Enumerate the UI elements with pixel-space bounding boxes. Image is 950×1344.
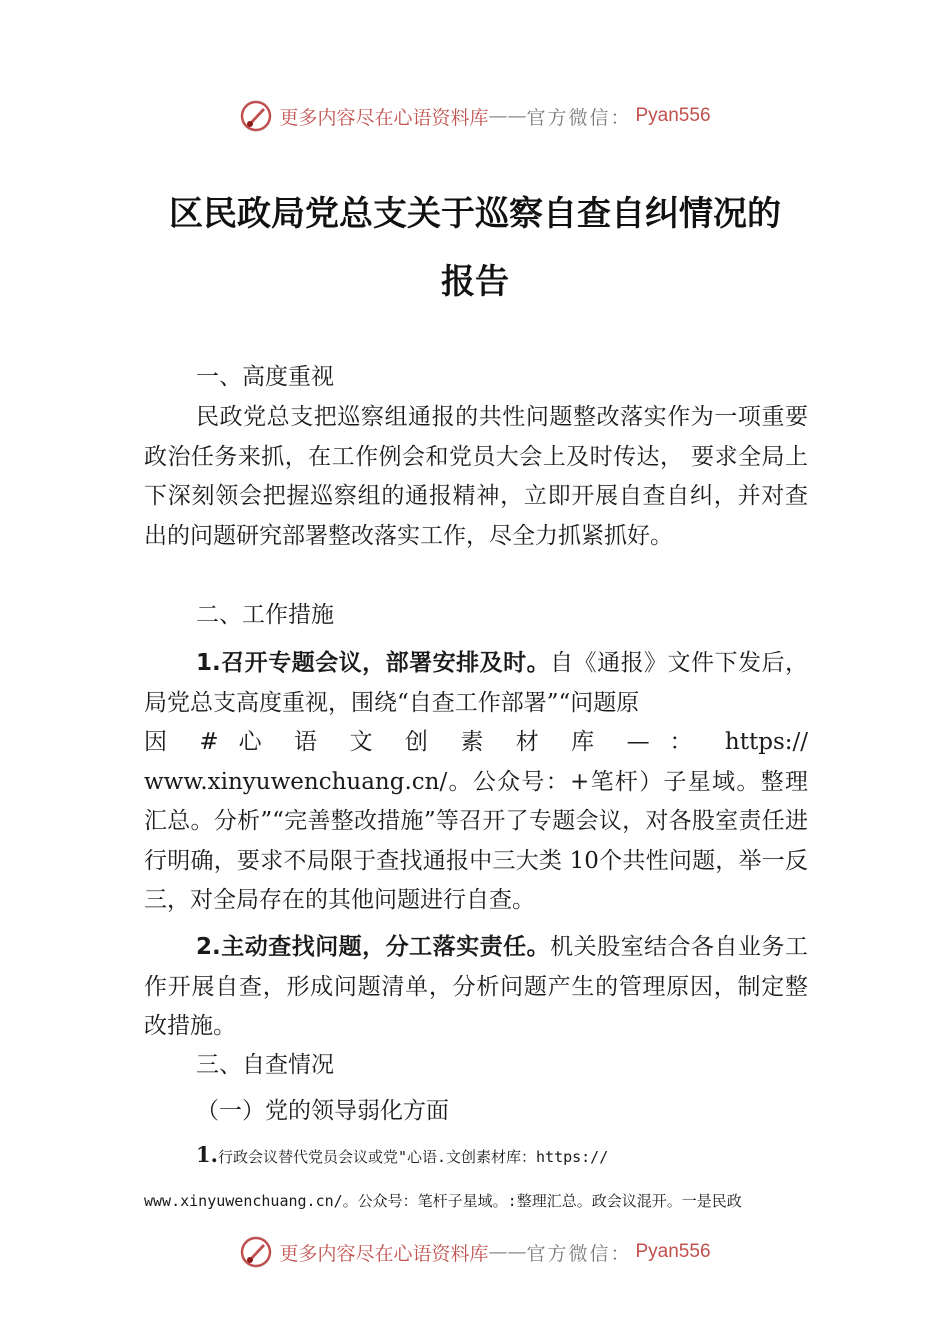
item2-body — [144, 928, 808, 1047]
banner-separator: —— — [488, 105, 527, 127]
banner-wechat-id: Pyan556 — [635, 1241, 711, 1262]
banner-separator: —— — [488, 1241, 527, 1263]
subsection1-heading: （一）党的领导弱化方面 — [196, 1098, 449, 1124]
note1-line1 — [196, 1142, 808, 1167]
document-title-line2: 报告 — [441, 262, 509, 302]
item1-first-lines — [144, 644, 808, 723]
brush-seal-icon — [239, 99, 273, 133]
footer-watermark-banner — [0, 1232, 950, 1272]
item1-text-b: 因 # 心 语 文 创 素 材 库 — ： https:// — [144, 729, 808, 755]
section2-heading: 二、工作措施 — [196, 602, 334, 628]
banner-text: 更多内容尽在心语资料库 — [279, 106, 489, 129]
section1-heading: 一、高度重视 — [196, 364, 334, 390]
banner-text: 更多内容尽在心语资料库 — [279, 1242, 489, 1265]
banner-wechat-id: Pyan556 — [635, 105, 711, 126]
document-title-line1: 区民政局党总支关于巡察自查自纠情况的 — [169, 194, 781, 234]
header-watermark-banner — [0, 96, 950, 136]
section1-body: 民政党总支把巡察组通报的共性问题整改落实作为一项重要政治任务来抓，在工作例会和党员大会上及时传达， 要求全局上下深刻领会把握巡察组的通报精神，立即开展自查自纠，并对查出的问题研究部署整改落实工作，尽全力抓紧抓好。 — [144, 404, 808, 549]
note1-text-b: www.xinyuwenchuang.cn/。公众号：笔杆子星域。:整理汇总。政会议混开。一是民政 — [144, 1192, 742, 1210]
item2-text: 机关股室结合各自业务工作开展自查，形成问题清单，分析问题产生的管理原因，制定整改措施。 — [144, 934, 808, 1039]
note1-text-a: 行政会议替代党员会议或党"心语.文创素材库：https:// — [217, 1148, 609, 1166]
item1-paragraph — [144, 644, 808, 921]
item2-lead: 2.主动查找问题，分工落实责任。 — [196, 934, 551, 960]
item2-paragraph — [144, 928, 808, 1047]
item1-text-c: www.xinyuwenchuang.cn/。公众号：+笔杆）子星域。整理汇总。分析”“完善整改措施”等召开了专题会议，对各股室责任进行明确，要求不局限于查找通报中三大类 10个共性问题，举一反三，对全局存在的其他问题进行自查。 — [144, 768, 808, 913]
item1-text-a: 自《通报》文件下发后，局党总支高度重视，围绕“自查工作部署”“问题原 — [144, 650, 808, 716]
item1-lead: 1.召开专题会议，部署安排及时。 — [196, 650, 551, 676]
note1-number: 1. — [196, 1142, 218, 1167]
banner-wechat-label: 官方微信： — [526, 106, 632, 129]
brush-seal-icon — [239, 1235, 273, 1269]
banner-wechat-label: 官方微信： — [526, 1242, 632, 1265]
section3-heading: 三、自查情况 — [196, 1052, 334, 1078]
